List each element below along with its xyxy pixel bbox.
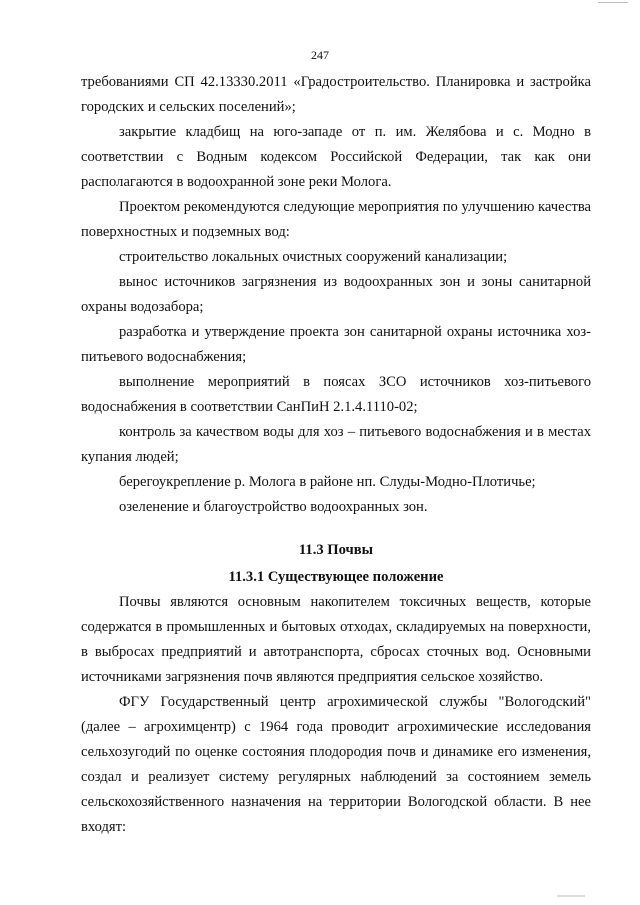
scan-artifact — [598, 0, 628, 3]
section-heading: 11.3 Почвы — [298, 542, 374, 558]
scan-artifact — [557, 895, 585, 897]
list-item: выполнение мероприятий в поясах ЗСО источников хоз-питьевого водоснабжения в соответствии СанПиН 2.1.4.1110-02; — [81, 374, 591, 415]
list-item: строительство локальных очистных сооружений канализации; — [119, 249, 508, 265]
paragraph: ФГУ Государственный центр агрохимической службы "Вологодский" (далее – агрохимцентр) с 1964 года проводит агрохимические исследования сельхозугодий по оценке состояния плодородия почв и динамике его изменения, создал и реализует систему регулярных наблюдений за состоянием земель сельскохозяйственного назначения на территории Вологодской области. В нее входят: — [81, 694, 591, 835]
page-number: 247 — [311, 48, 329, 62]
body-text — [81, 70, 591, 840]
list-item: контроль за качеством воды для хоз – питьевого водоснабжения и в местах купания людей; — [81, 424, 591, 465]
paragraph: Проектом рекомендуются следующие мероприятия по улучшению качества поверхностных и подземных вод: — [81, 199, 591, 240]
list-item: вынос источников загрязнения из водоохранных зон и зоны санитарной охраны водозабора; — [81, 274, 591, 315]
paragraph: закрытие кладбищ на юго-западе от п. им. Желябова и с. Модно в соответствии с Водным кодексом Российской Федерации, так как они располагаются в водоохранной зоне реки Молога. — [81, 124, 591, 190]
list-item: разработка и утверждение проекта зон санитарной охраны источника хоз-питьевого водоснабжения; — [81, 324, 591, 365]
paragraph: Почвы являются основным накопителем токсичных веществ, которые содержатся в промышленных и бытовых отходах, складируемых на поверхности, в выбросах предприятий и автотранспорта, сбросах сточных вод. Основными источниками загрязнения почв являются предприятия сельское хозяйство. — [81, 594, 591, 685]
list-item: берегоукрепление р. Молога в районе нп. Слуды-Модно-Плотичье; — [119, 474, 536, 490]
paragraph: требованиями СП 42.13330.2011 «Градостроительство. Планировка и застройка городских и сельских поселений»; — [81, 74, 591, 115]
list-item: озеленение и благоустройство водоохранных зон. — [119, 499, 428, 515]
subsection-heading: 11.3.1 Существующее положение — [228, 569, 444, 585]
